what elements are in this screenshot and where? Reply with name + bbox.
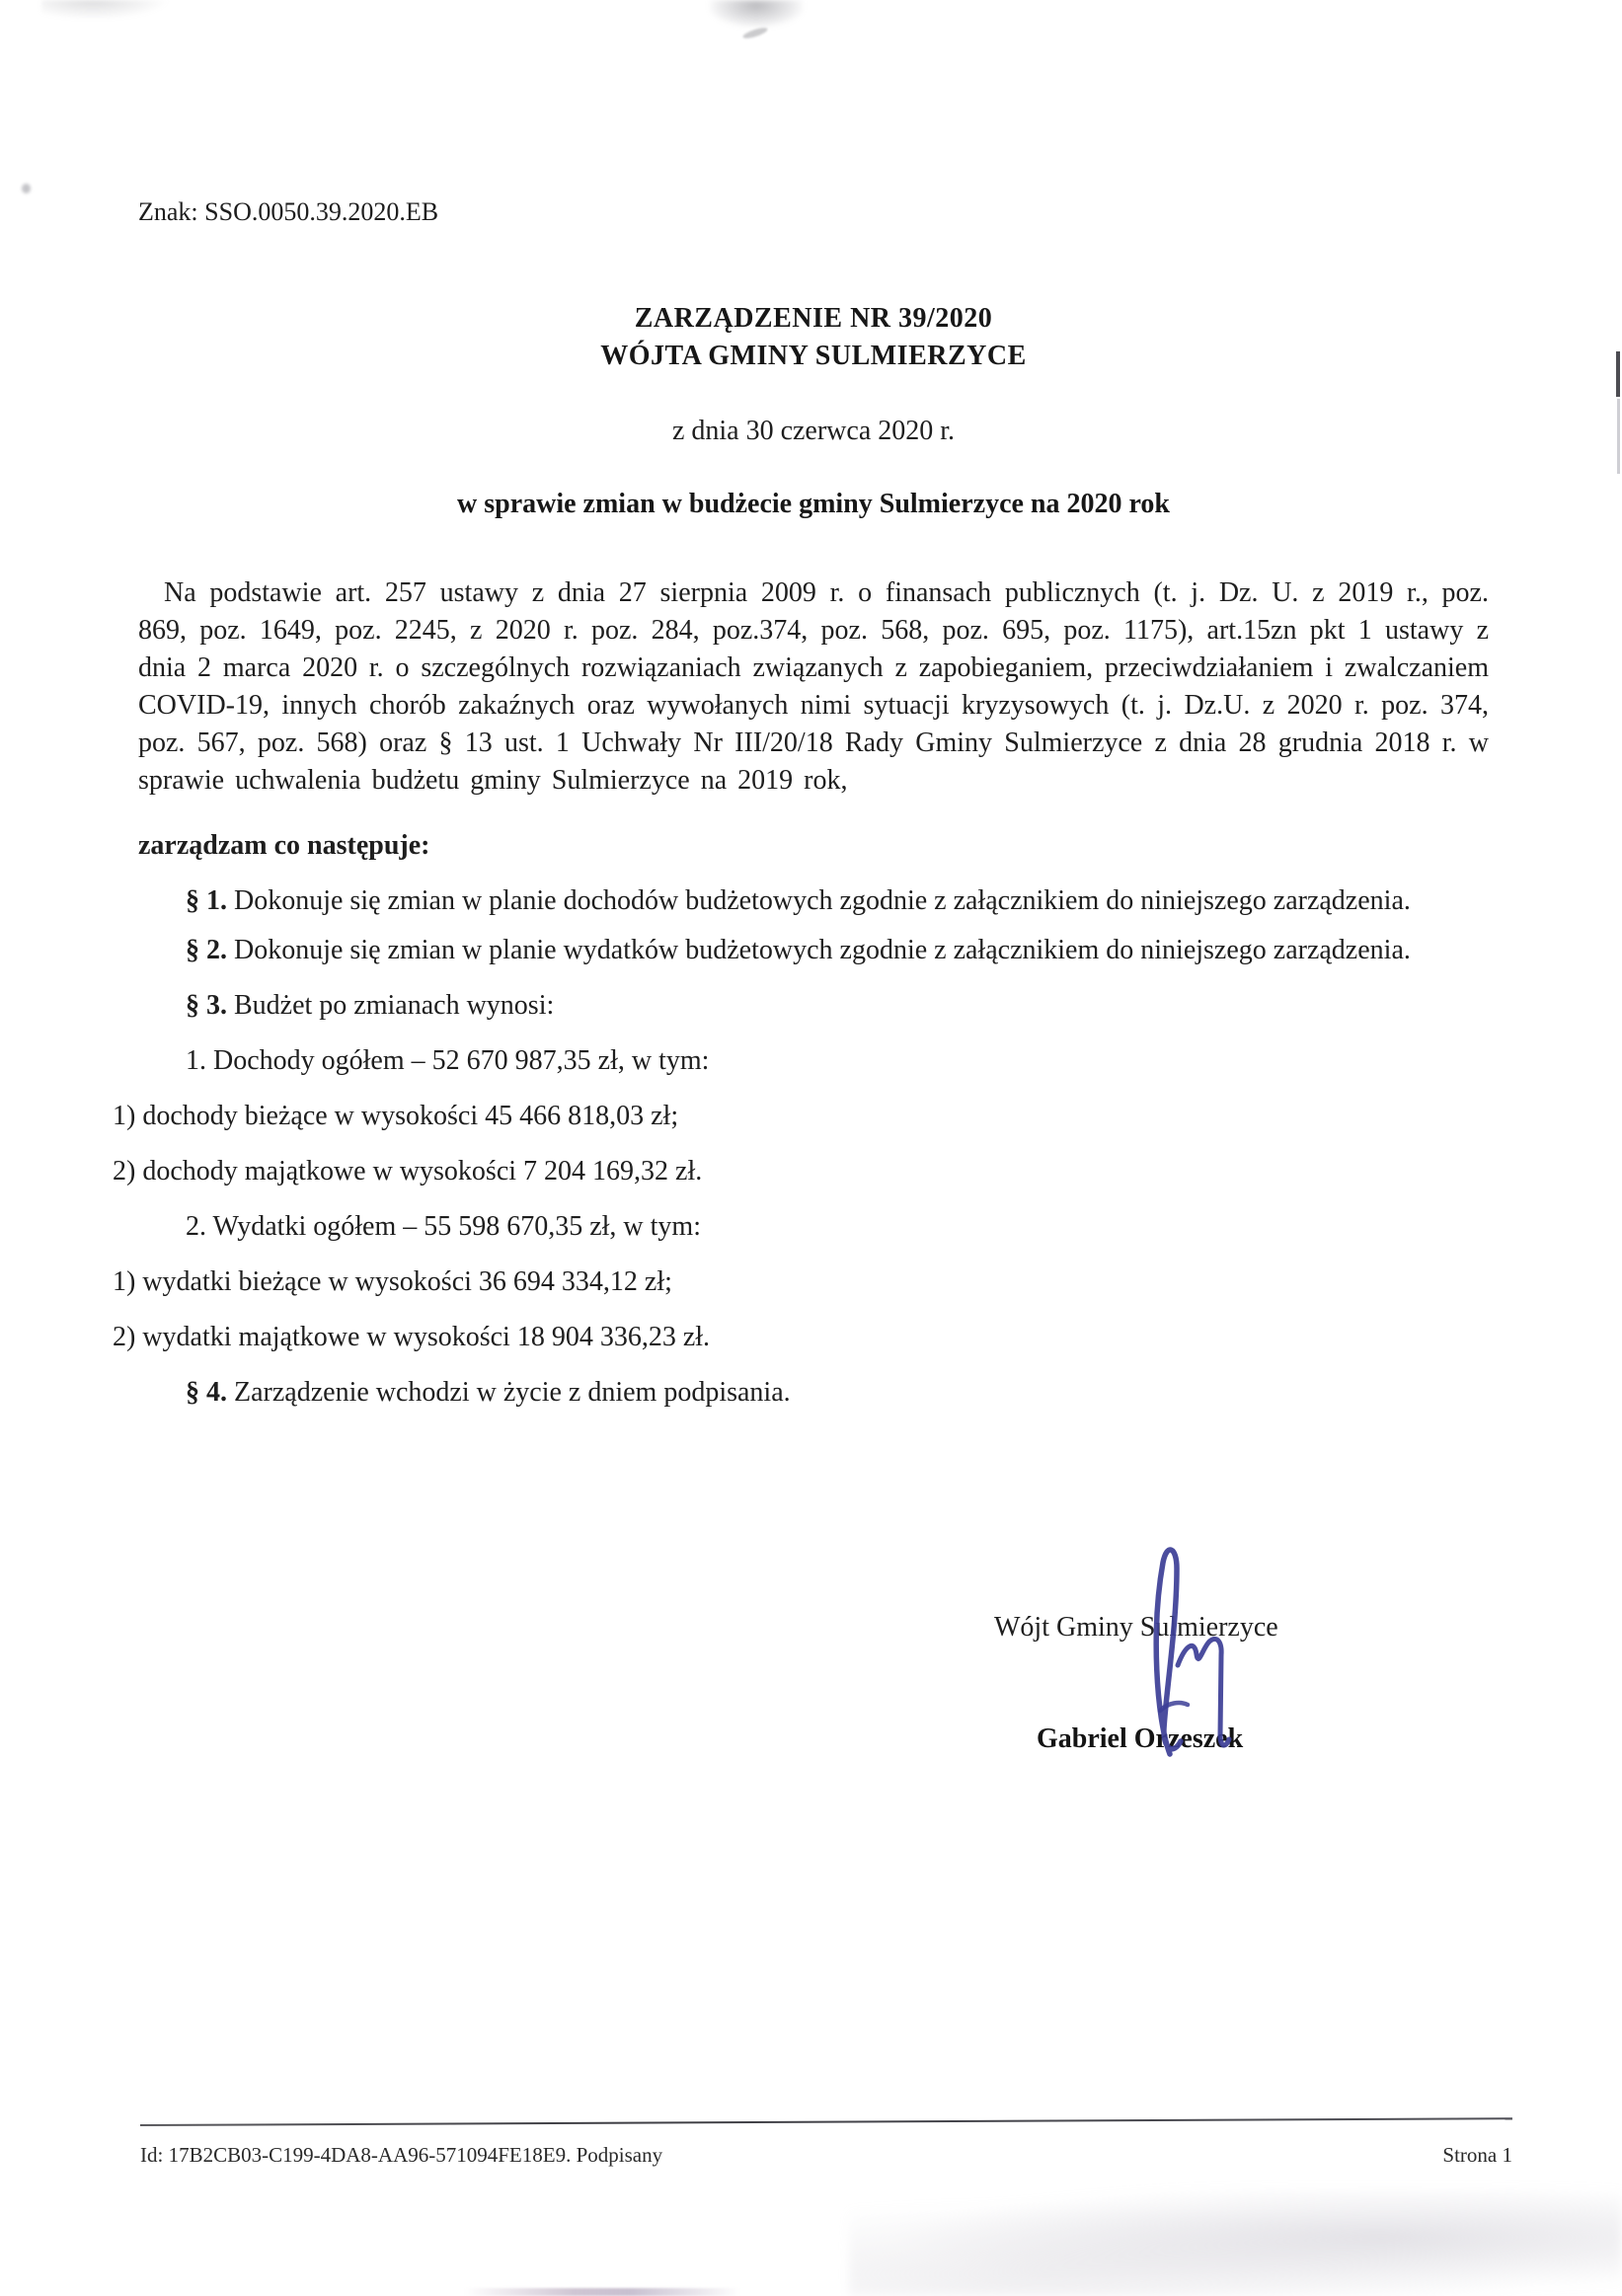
budget-item <box>186 1208 1489 1246</box>
document-title <box>138 300 1489 375</box>
section-text: Budżet po zmianach wynosi: <box>234 990 555 1021</box>
section-marker: § 3. <box>186 990 227 1021</box>
legal-basis-paragraph: Na podstawie art. 257 ustawy z dnia 27 sierpnia 2009 r. o finansach publicznych (t. j. Dz. U. z 2019 r., poz. 869, poz. 1649, poz. 2245, z 2020 r. poz. 284, poz.374, poz. 568, poz. 695, poz. 1175), art.15zn pkt 1 ustawy z dnia 2 marca 2020 r. o szczególnych rozwiązaniach związanych z zapobieganiem, przeciwdziałaniem i zwalczaniem COVID-19, innych chorób zakaźnych oraz wywołanych nimi sytuacji kryzysowych (t. j. Dz.U. z 2020 r. poz. 374, poz. 567, poz. 568) oraz § 13 ust. 1 Uchwały Nr III/20/18 Rady Gminy Sulmierzyce z dnia 28 grudnia 2018 r. w sprawie uchwalenia budżetu gminy Sulmierzyce na 2019 rok, <box>138 577 1489 796</box>
budget-item <box>113 1263 1489 1301</box>
document-title-line1: ZARZĄDZENIE NR 39/2020 <box>634 303 993 334</box>
scan-artifact <box>41 0 170 20</box>
page-number: Strona 1 <box>1442 2143 1512 2167</box>
budget-item <box>186 1042 1489 1080</box>
signer-name: Gabriel Orzeszek <box>1037 1723 1244 1754</box>
scan-artifact <box>1617 399 1620 474</box>
page-footer <box>140 2140 1512 2170</box>
budget-item <box>113 1153 1489 1190</box>
item-text: dochody majątkowe w wysokości 7 204 169,32 zł. <box>142 1156 703 1186</box>
signer-title: Wójt Gminy Sulmierzyce <box>994 1612 1278 1643</box>
section-paragraph-3 <box>138 987 1489 1025</box>
budget-item <box>113 1319 1489 1356</box>
scan-artifact <box>849 2189 1622 2296</box>
section-paragraph-1 <box>138 882 1489 920</box>
section-text: Dokonuje się zmian w planie wydatków budżetowych zgodnie z załącznikiem do niniejszego zarządzenia. <box>234 935 1411 965</box>
section-marker: § 2. <box>186 935 227 965</box>
section-marker: § 1. <box>186 885 227 916</box>
document-title-line2: WÓJTA GMINY SULMIERZYCE <box>600 341 1027 371</box>
section-marker: § 4. <box>186 1377 227 1408</box>
footer-divider <box>140 2117 1512 2126</box>
scan-artifact <box>1616 351 1620 397</box>
document-date: z dnia 30 czerwca 2020 r. <box>671 416 956 446</box>
section-text: Zarządzenie wchodzi w życie z dniem podpisania. <box>234 1377 791 1408</box>
item-label: 2. <box>186 1211 206 1242</box>
section-text: Dokonuje się zmian w planie dochodów budżetowych zgodnie z załącznikiem do niniejszego zarządzenia. <box>234 885 1411 916</box>
item-label: 1) <box>113 1266 136 1297</box>
reference-number: Znak: SSO.0050.39.2020.EB <box>138 197 439 226</box>
signature-block <box>943 1609 1397 1758</box>
item-text: Wydatki ogółem – 55 598 670,35 zł, w tym: <box>212 1211 701 1242</box>
item-label: 1) <box>113 1101 136 1131</box>
item-text: Dochody ogółem – 52 670 987,35 zł, w tym: <box>213 1045 710 1076</box>
scan-artifact <box>709 0 804 28</box>
item-label: 2) <box>113 1156 136 1186</box>
budget-item <box>113 1098 1489 1135</box>
section-paragraph-4 <box>138 1374 1489 1412</box>
section-paragraph-2 <box>138 932 1489 969</box>
item-label: 1. <box>186 1045 206 1076</box>
document-id: Id: 17B2CB03-C199-4DA8-AA96-571094FE18E9. Podpisany <box>140 2143 663 2167</box>
ordain-clause: zarządzam co następuje: <box>138 830 430 861</box>
scan-artifact <box>22 184 31 193</box>
scan-artifact <box>464 2288 740 2296</box>
item-text: dochody bieżące w wysokości 45 466 818,03 zł; <box>142 1101 679 1131</box>
item-text: wydatki majątkowe w wysokości 18 904 336,23 zł. <box>142 1322 711 1352</box>
item-label: 2) <box>113 1322 136 1352</box>
document-subject: w sprawie zmian w budżecie gminy Sulmierzyce na 2020 rok <box>457 489 1170 519</box>
item-text: wydatki bieżące w wysokości 36 694 334,12 zł; <box>142 1266 672 1297</box>
